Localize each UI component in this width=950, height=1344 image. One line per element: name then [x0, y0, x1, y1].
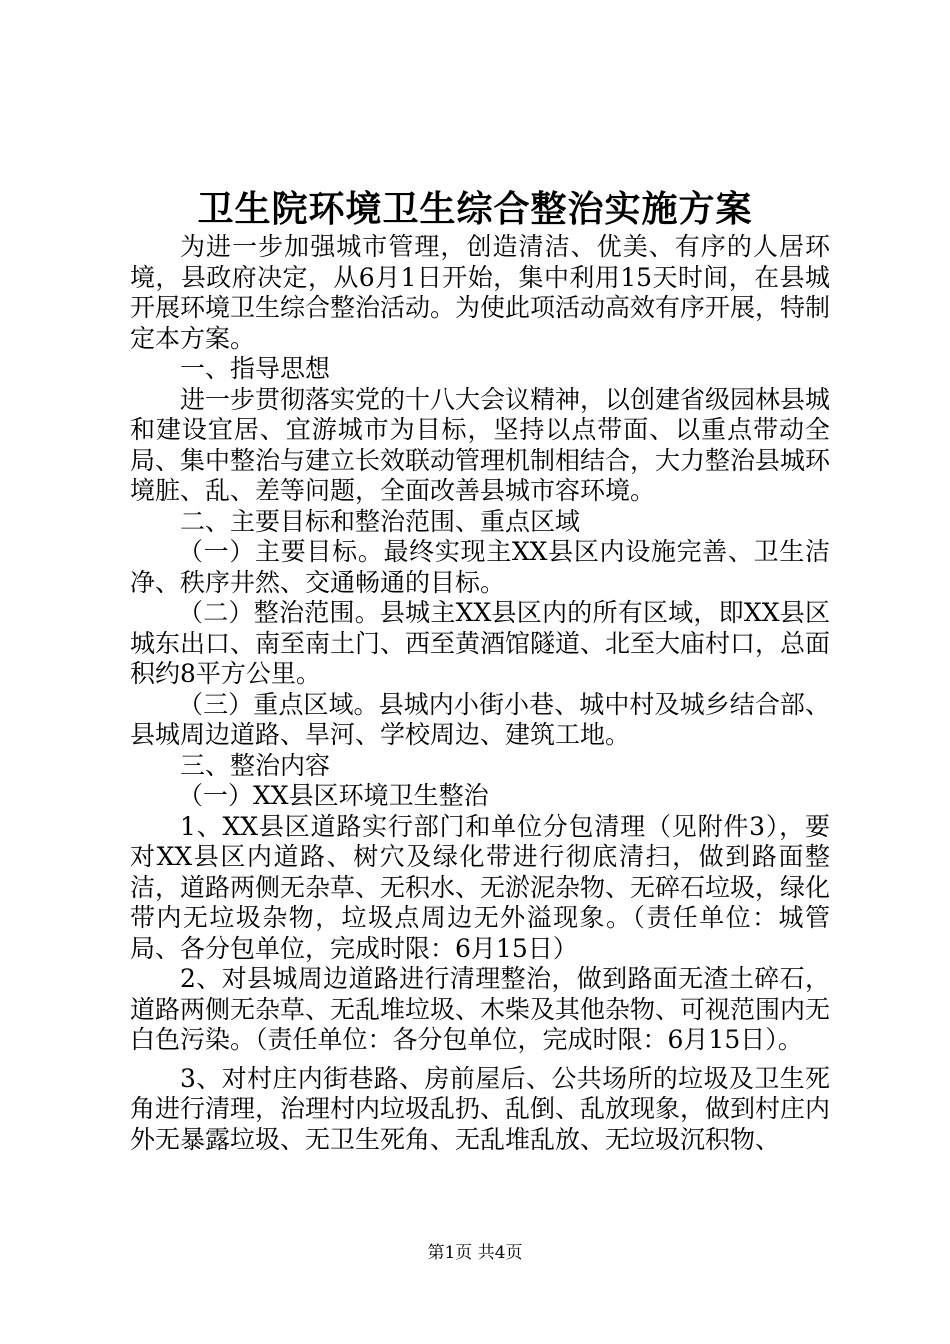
- item-1-paragraph: 1、XX县区道路实行部门和单位分包清理（见附件3），要对XX县区内道路、树穴及绿化带进行彻底清扫，做到路面整洁，道路两侧无杂草、无积水、无淤泥杂物、无碎石垃圾，绿化带内无垃圾杂物，垃圾点周边无外溢现象。（责任单位：城管局、各分包单位，完成时限：6月15日）: [130, 811, 831, 963]
- guiding-thought-paragraph: 进一步贯彻落实党的十八大会议精神，以创建省级园林县城和建设宜居、宜游城市为目标，坚持以点带面、以重点带动全局、集中整治与建立长效联动管理机制相结合，大力整治县城环境脏、乱、差等问题，全面改善县城市容环境。: [130, 384, 831, 505]
- intro-paragraph: 为进一步加强城市管理，创造清洁、优美、有序的人居环境，县政府决定，从6月1日开始，集中利用15天时间，在县城开展环境卫生综合整治活动。为使此项活动高效有序开展，特制定本方案。: [130, 232, 831, 353]
- item-3-paragraph: 3、对村庄内街巷路、房前屋后、公共场所的垃圾及卫生死角进行清理，治理村内垃圾乱扔、乱倒、乱放现象，做到村庄内外无暴露垃圾、无卫生死角、无乱堆乱放、无垃圾沉积物、: [130, 1063, 831, 1154]
- document-body: [130, 232, 830, 1155]
- document-title: 卫生院环境卫生综合整治实施方案: [197, 188, 753, 230]
- section-heading-content: 三、整治内容: [180, 750, 331, 780]
- page-number-footer: 第1页 共4页: [427, 1243, 523, 1263]
- key-areas-paragraph: （三）重点区域。县城内小街小巷、城中村及城乡结合部、县城周边道路、旱河、学校周边、建筑工地。: [130, 689, 830, 749]
- scope-paragraph: （二）整治范围。县城主XX县区内的所有区域，即XX县区城东出口、南至南土门、西至黄酒馆隧道、北至大庙村口，总面积约8平方公里。: [130, 598, 831, 688]
- section-heading-goals-scope: 二、主要目标和整治范围、重点区域: [180, 506, 581, 536]
- section-heading-guiding-thought: 一、指导思想: [180, 354, 331, 383]
- main-goal-paragraph: （一）主要目标。最终实现主XX县区内设施完善、卫生洁净、秩序井然、交通畅通的目标。: [130, 537, 830, 597]
- item-2-paragraph: 2、对县城周边道路进行清理整治，做到路面无渣土碎石，道路两侧无杂草、无乱堆垃圾、木柴及其他杂物、可视范围内无白色污染。（责任单位：各分包单位，完成时限：6月15日）。: [130, 964, 831, 1054]
- subsection-heading-sanitation: （一）XX县区环境卫生整治: [178, 781, 489, 810]
